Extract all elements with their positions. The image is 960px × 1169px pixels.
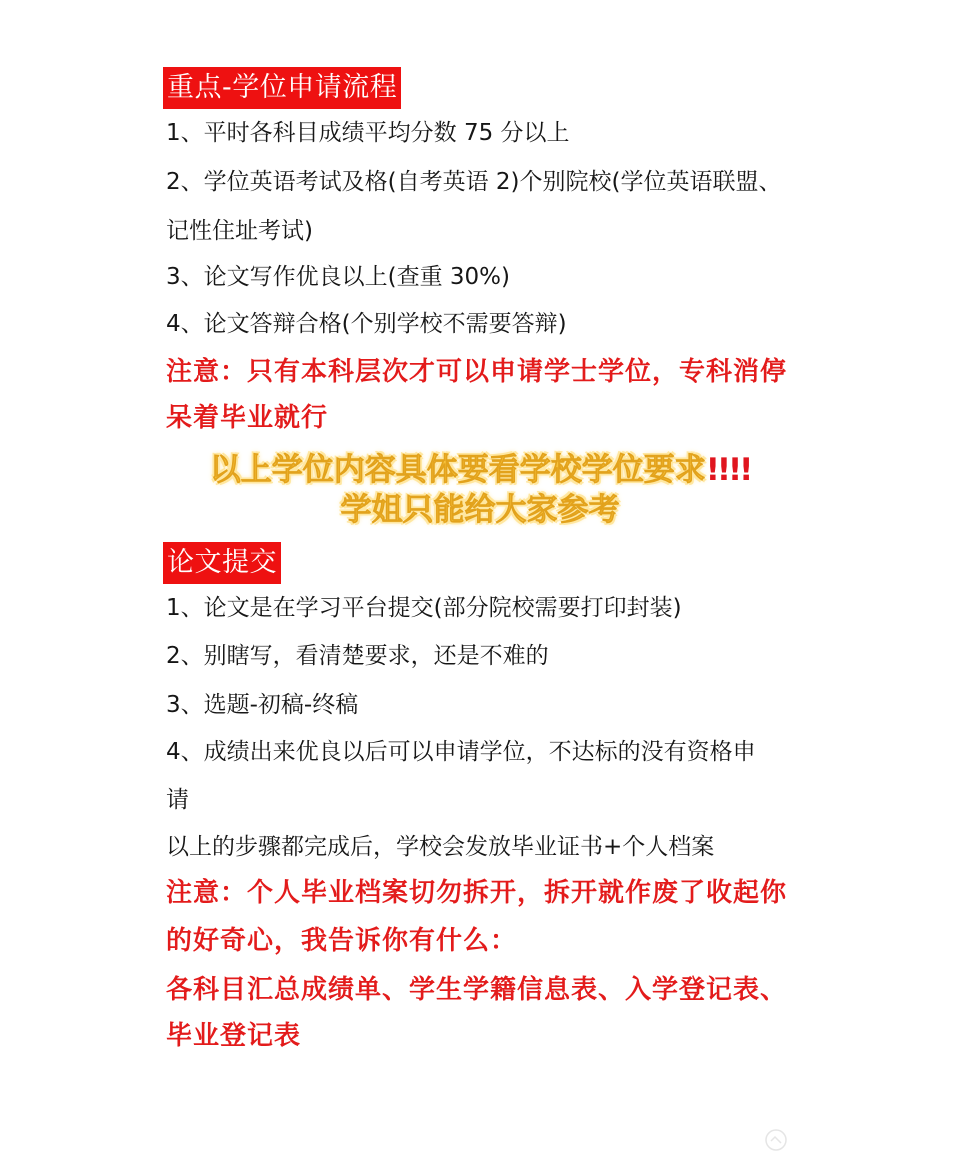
note-text: 注意：个人毕业档案切勿拆开，拆开就作废了收起你 (166, 878, 788, 908)
note-text: 呆着毕业就行 (166, 403, 329, 433)
list-item: 以上的步骤都完成后，学校会发放毕业证书+个人档案 (166, 834, 715, 860)
list-item: 请 (166, 787, 189, 813)
list-item: 4、成绩出来优良以后可以申请学位，不达标的没有资格申 (166, 739, 756, 765)
note-text: 的好奇心，我告诉你有什么： (166, 926, 518, 956)
exclamation-marks: !!!! (705, 452, 751, 488)
highlight-banner-line (0, 450, 960, 490)
list-item: 1、平时各科目成绩平均分数 75 分以上 (166, 120, 570, 146)
section-heading-degree-process: 重点-学位申请流程 (163, 67, 401, 109)
list-item: 2、学位英语考试及格(自考英语 2)个别院校(学位英语联盟、 (166, 169, 782, 195)
list-item: 3、选题-初稿-终稿 (166, 692, 359, 718)
note-text: 注意：只有本科层次才可以申请学士学位，专科消停 (166, 357, 788, 387)
banner-text: 以上学位内容具体要看学校学位要求 (209, 452, 706, 488)
list-item: 4、论文答辩合格(个别学校不需要答辩) (166, 311, 567, 337)
list-item: 2、别瞎写，看清楚要求，还是不难的 (166, 643, 549, 669)
list-item: 3、论文写作优良以上(查重 30%) (166, 264, 511, 290)
watermark-icon (764, 1128, 788, 1152)
highlight-banner-line: 学姐只能给大家参考 (340, 492, 620, 528)
list-item: 1、论文是在学习平台提交(部分院校需要打印封装) (166, 595, 682, 621)
section-heading-thesis-submission: 论文提交 (163, 542, 281, 584)
list-item: 记性住址考试) (166, 218, 313, 244)
note-text: 各科目汇总成绩单、学生学籍信息表、入学登记表、 (166, 975, 788, 1005)
note-text: 毕业登记表 (166, 1021, 302, 1051)
